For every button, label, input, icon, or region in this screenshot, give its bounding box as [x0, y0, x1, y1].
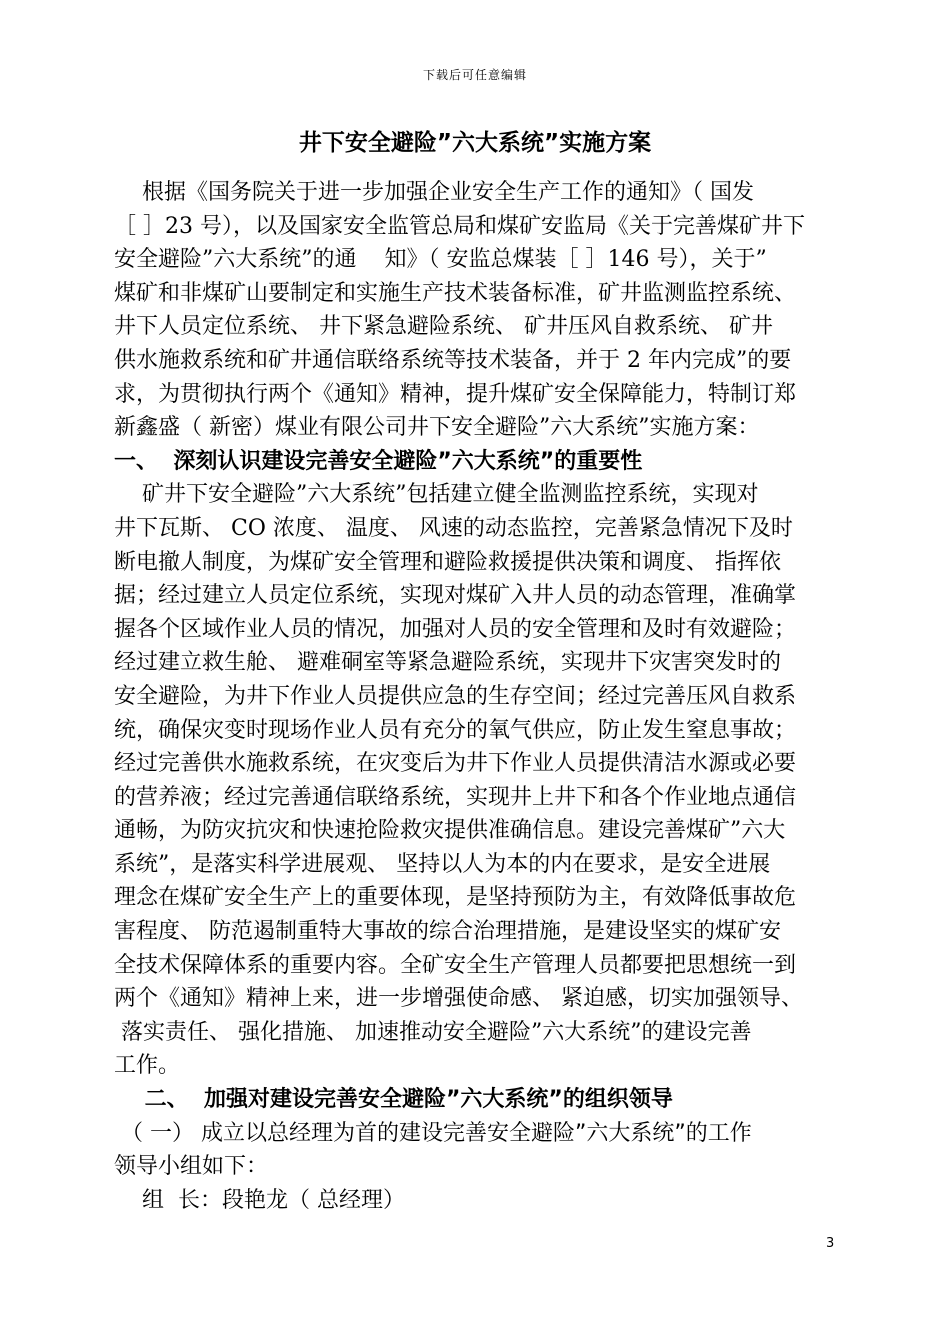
document-title: 井下安全避险”六大系统”实施方案	[298, 130, 652, 156]
body-line: 全技术保障体系的重要内容。全矿安全生产管理人员都要把思想统一到	[114, 952, 797, 978]
body-line: 落实责任、 强化措施、 加速推动安全避险”六大系统”的建设完善	[114, 1019, 752, 1045]
body-line: 组 长：段艳龙（ 总经理）	[114, 1187, 405, 1213]
body-line: 系统”，是落实科学进展观、 坚持以人为本的内在要求，是安全进展	[114, 851, 771, 877]
body-line: 根据《国务院关于进一步加强企业安全生产工作的通知》（ 国发	[114, 180, 754, 205]
body-line: 通畅，为防灾抗灾和快速抢险救灾提供准确信息。建设完善煤矿”六大	[114, 818, 786, 844]
body-line: 的营养液；经过完善通信联络系统，实现井上井下和各个作业地点通信	[114, 784, 797, 810]
body-line: 领导小组如下：	[114, 1154, 269, 1180]
section-heading-2: 二、 加强对建设完善安全避险”六大系统”的组织领导	[114, 1087, 673, 1113]
body-line: 煤矿和非煤矿山要制定和实施生产技术装备标准，矿井监测监控系统、	[114, 280, 797, 306]
body-line: 害程度、 防范遏制重特大事故的综合治理措施，是建设坚实的煤矿安	[114, 919, 781, 945]
body-line: 工作。	[114, 1053, 181, 1079]
page-header-note: 下载后可任意编辑	[422, 68, 527, 82]
body-line: 统，确保灾变时现场作业人员有充分的氧气供应，防止发生窒息事故；	[114, 717, 797, 743]
body-line: 两个《通知》精神上来，进一步增强使命感、 紧迫感，切实加强领导、	[114, 986, 803, 1012]
body-line: 矿井下安全避险”六大系统”包括建立健全监测监控系统，实现对	[114, 482, 759, 508]
document-body	[114, 176, 850, 1217]
body-line: 井下人员定位系统、 井下紧急避险系统、 矿井压风自救系统、 矿井	[114, 314, 773, 340]
body-line: 据；经过建立人员定位系统，实现对煤矿入井人员的动态管理，准确掌	[114, 583, 797, 609]
body-line: 求，为贯彻执行两个《通知》精神，提升煤矿安全保障能力，特制订郑	[114, 381, 797, 407]
body-line: 安全避险”六大系统”的通 知》（ 安监总煤装［ ］146 号），关于”	[114, 247, 767, 273]
body-line: 经过建立救生舱、 避难硐室等紧急避险系统，实现井下灾害突发时的	[114, 650, 781, 676]
body-line: 安全避险，为井下作业人员提供应急的生存空间；经过完善压风自救系	[114, 683, 797, 709]
body-line: 断电撤人制度，为煤矿安全管理和避险救援提供决策和调度、 指挥依	[114, 549, 781, 575]
body-line: （ 一） 成立以总经理为首的建设完善安全避险”六大系统”的工作	[114, 1120, 752, 1146]
body-line: 理念在煤矿安全生产上的重要体现，是坚持预防为主，有效降低事故危	[114, 885, 797, 911]
body-line: ［ ］23 号），以及国家安全监管总局和煤矿安监局《关于完善煤矿井下	[114, 213, 805, 239]
body-line: 新鑫盛（ 新密）煤业有限公司井下安全避险”六大系统”实施方案：	[114, 415, 760, 441]
body-line: 握各个区域作业人员的情况，加强对人员的安全管理和及时有效避险；	[114, 616, 797, 642]
section-heading-1: 一、 深刻认识建设完善安全避险”六大系统”的重要性	[114, 448, 643, 474]
body-line: 井下瓦斯、 CO 浓度、 温度、 风速的动态监控，完善紧急情况下及时	[114, 515, 793, 541]
body-line: 经过完善供水施救系统，在灾变后为井下作业人员提供清洁水源或必要	[114, 751, 797, 777]
page-number: 3	[826, 1236, 835, 1251]
body-line: 供水施救系统和矿井通信联络系统等技术装备，并于 2 年内完成”的要	[114, 347, 792, 373]
